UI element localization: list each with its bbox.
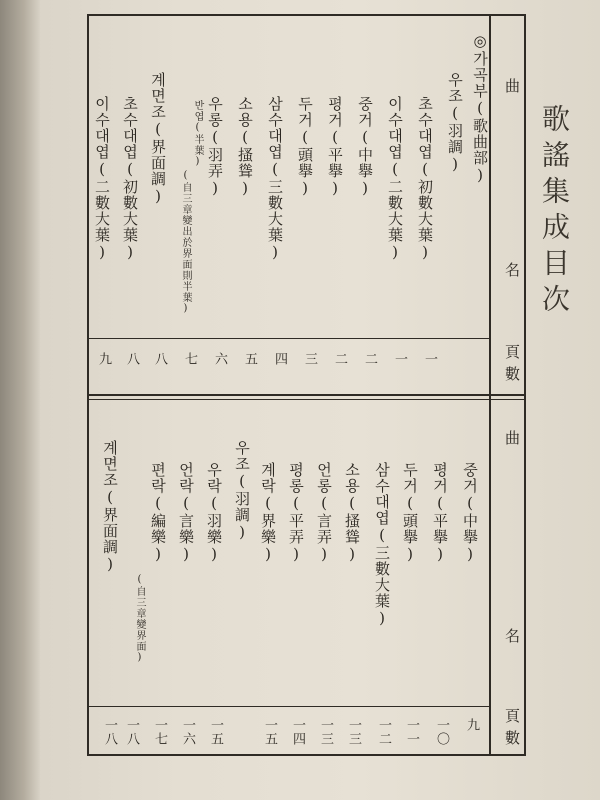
header-label-qu-top: 曲	[503, 78, 521, 94]
toc-page-number: 八	[152, 352, 167, 366]
section-divider-bottom	[89, 399, 524, 400]
toc-page-number: 三	[302, 352, 317, 366]
toc-page-number: 八	[124, 352, 139, 366]
toc-page-number: 一〇	[434, 718, 449, 746]
toc-entry: 평거(平擧)	[431, 462, 449, 564]
toc-page-number: 四	[272, 352, 287, 366]
toc-page-number: 一三	[346, 718, 361, 746]
book-spine-shadow	[0, 0, 40, 800]
toc-page-number: 二	[332, 352, 347, 366]
toc-page-number: 六	[212, 352, 227, 366]
header-label-page-top: 頁	[503, 344, 521, 360]
toc-page-number: 五	[242, 352, 257, 366]
toc-entry: 계면조(界面調)	[101, 440, 119, 574]
toc-entry: 두거(頭擧)	[296, 96, 314, 198]
toc-page-number: 一一	[404, 718, 419, 746]
toc-entry: 삼수대엽(三數大葉)	[373, 462, 391, 628]
header-label-ming-bottom: 名	[503, 628, 521, 644]
toc-entry-note: (自三章變出於界面則半葉)	[180, 170, 191, 315]
toc-page-number: 一八	[124, 718, 139, 746]
toc-entry: 삼수대엽(三數大葉)	[266, 96, 284, 262]
toc-page-number: 一八	[102, 718, 117, 746]
toc-page-number: 二	[362, 352, 377, 366]
page-rule-top	[89, 338, 489, 339]
toc-entry: 평롱(平弄)	[287, 462, 305, 564]
toc-page-number: 一	[392, 352, 407, 366]
header-label-ming-top: 名	[503, 262, 521, 278]
toc-entry-note: 반엽(半葉)	[192, 100, 203, 168]
toc-page-number: 一三	[318, 718, 333, 746]
toc-page-number: 一	[422, 352, 437, 366]
toc-entry: 우롱(羽弄)	[206, 96, 224, 198]
section-heading-gagok: ◎가곡부(歌曲部)	[471, 32, 489, 185]
toc-page-number: 七	[182, 352, 197, 366]
toc-entry: 이수대엽(二數大葉)	[386, 96, 404, 262]
toc-entry: 우조(羽調)	[233, 440, 251, 542]
toc-entry: 계락(界樂)	[259, 462, 277, 564]
toc-entry: 평거(平擧)	[326, 96, 344, 198]
page-rule-bottom	[89, 706, 489, 707]
toc-entry: 소용(搔聳)	[236, 96, 254, 198]
page-title: 歌謠集成目次	[538, 104, 571, 320]
toc-page-number: 一五	[208, 718, 223, 746]
toc-entry: 초수대엽(初數大葉)	[416, 96, 434, 262]
toc-entry: 언락(言樂)	[177, 462, 195, 564]
section-divider-top	[89, 394, 524, 396]
toc-entry: 중거(中擧)	[461, 462, 479, 564]
toc-entry: 두거(頭擧)	[401, 462, 419, 564]
toc-entry: 우락(羽樂)	[205, 462, 223, 564]
toc-entry: 언롱(言弄)	[315, 462, 333, 564]
toc-entry: 우조(羽調)	[446, 72, 464, 174]
toc-page-number: 一四	[290, 718, 305, 746]
toc-page-number: 九	[96, 352, 111, 366]
toc-page-number: 一五	[262, 718, 277, 746]
header-label-count-top: 數	[503, 366, 521, 382]
toc-entry: 초수대엽(初數大葉)	[121, 96, 139, 262]
toc-entry: 이수대엽(二數大葉)	[93, 96, 111, 262]
toc-entry-note: (自三章變界面)	[134, 574, 145, 664]
toc-entry: 소용(搔聳)	[343, 462, 361, 564]
toc-entry: 계면조(界面調)	[149, 72, 167, 206]
toc-entry: 편락(編樂)	[149, 462, 167, 564]
header-label-qu-bottom: 曲	[503, 430, 521, 446]
header-label-count-bottom: 數	[503, 730, 521, 746]
toc-entry: 중거(中擧)	[356, 96, 374, 198]
toc-page-number: 一二	[376, 718, 391, 746]
toc-page-number: 九	[464, 718, 479, 732]
toc-page-number: 一六	[180, 718, 195, 746]
header-label-page-bottom: 頁	[503, 708, 521, 724]
toc-page-number: 一七	[152, 718, 167, 746]
